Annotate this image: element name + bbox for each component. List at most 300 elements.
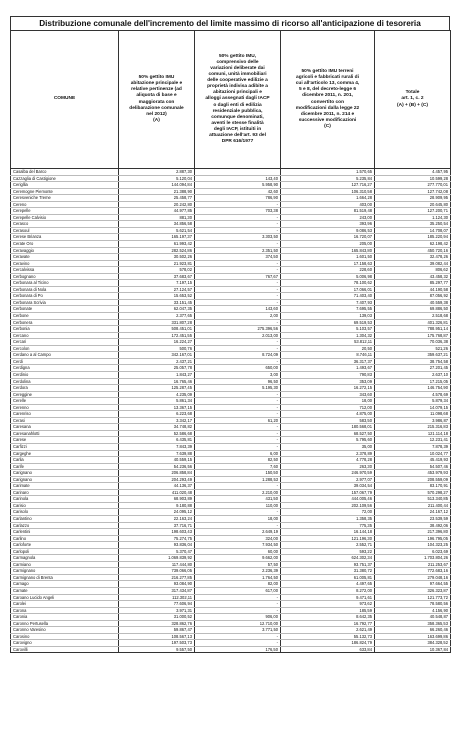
cell-totale: 38.492,06 — [375, 522, 451, 529]
cell-imu-cooperative: - — [195, 260, 281, 267]
cell-comune: Cerate Oro — [11, 241, 119, 248]
cell-imu-terreni: 35,00 — [281, 443, 375, 450]
cell-comune: Cerbonara al Ticino — [11, 280, 119, 287]
cell-totale: 7.878,39 — [375, 443, 451, 450]
header-line: o dagli enti di edilizia — [213, 102, 262, 108]
cell-comune: Cerasco — [11, 221, 119, 228]
cell-imu-abitazione: 198.603,43 — [119, 529, 195, 536]
cell-comune: Cerelle — [11, 398, 119, 405]
cell-imu-cooperative: 275.396,56 — [195, 326, 281, 333]
cell-imu-abitazione: 108.567,13 — [119, 633, 195, 640]
cell-comune: Cerdigna — [11, 365, 119, 372]
cell-imu-abitazione: 342.167,01 — [119, 352, 195, 359]
cell-imu-cooperative: 767,67 — [195, 273, 281, 280]
cell-totale: 12.231,41 — [375, 437, 451, 444]
cell-imu-cooperative: - — [195, 640, 281, 647]
cell-imu-cooperative: 5.195,30 — [195, 385, 281, 392]
cell-imu-abitazione: 578,02 — [119, 267, 195, 274]
cell-imu-terreni: 2.621,49 — [281, 627, 375, 634]
cell-imu-terreni: 205,00 — [281, 241, 375, 248]
cell-comune: Cercano — [11, 332, 119, 339]
cell-imu-cooperative: - — [195, 221, 281, 228]
header-line: dicembre 2011, n. 214 e — [300, 111, 355, 117]
cell-imu-abitazione: 1.069.839,92 — [119, 555, 195, 562]
cell-totale: 24.167,12 — [375, 509, 451, 516]
cell-comune: Cerigllia — [11, 182, 119, 189]
cell-imu-cooperative: 61,20 — [195, 417, 281, 424]
cell-imu-terreni: 20,50 — [281, 345, 375, 352]
cell-imu-cooperative: 18,00 — [195, 515, 281, 522]
cell-comune: Carloforte — [11, 542, 119, 549]
cell-imu-cooperative: - — [195, 443, 281, 450]
cell-totale: 20.645,80 — [375, 201, 451, 208]
cell-imu-terreni: 55.132,73 — [281, 633, 375, 640]
cell-imu-abitazione: 16.765,46 — [119, 378, 195, 385]
cell-totale: 69.886,50 — [375, 306, 451, 313]
header-line: comprensivo delle — [216, 59, 259, 65]
cell-totale: 146.754,90 — [375, 385, 451, 392]
cell-imu-cooperative: 3,00 — [195, 371, 281, 378]
cell-imu-terreni: 2.378,89 — [281, 450, 375, 457]
header-imu-abitazione-principale — [119, 31, 195, 169]
cell-comune: Cerese Brianza — [11, 234, 119, 241]
cell-imu-abitazione: 59.867,47 — [119, 627, 195, 634]
cell-comune: Cerbonara di Nola — [11, 286, 119, 293]
cell-imu-terreni: 1.358,35 — [281, 515, 375, 522]
cell-totale: 39.082,44 — [375, 260, 451, 267]
cell-totale: 85.297,77 — [375, 280, 451, 287]
cell-totale: 175.768,87 — [375, 332, 451, 339]
distribution-table — [10, 30, 451, 653]
cell-totale: 5.879,34 — [375, 398, 451, 405]
cell-totale: 32.478,26 — [375, 254, 451, 261]
cell-imu-abitazione: 54.236,56 — [119, 463, 195, 470]
cell-imu-abitazione: 25.057,78 — [119, 365, 195, 372]
cell-totale: 358.365,53 — [375, 620, 451, 627]
cell-imu-terreni: 180.568,01 — [281, 424, 375, 431]
cell-imu-abitazione: 61.993,42 — [119, 241, 195, 248]
cell-imu-terreni: 263,30 — [281, 463, 375, 470]
cell-imu-abitazione: 172.451,55 — [119, 332, 195, 339]
cell-imu-cooperative: 2.649,19 — [195, 529, 281, 536]
cell-comune: Cercalvissa — [11, 267, 119, 274]
cell-imu-terreni: 8.272,00 — [281, 588, 375, 595]
cell-totale: 208.559,09 — [375, 476, 451, 483]
cell-imu-abitazione: 22.163,24 — [119, 515, 195, 522]
table-row — [11, 646, 451, 653]
cell-totale: 127.742,08 — [375, 188, 451, 195]
cell-imu-cooperative: - — [195, 594, 281, 601]
cell-imu-cooperative: 176,50 — [195, 646, 281, 653]
header-line: proprietà indivisa adibite a — [207, 84, 268, 90]
cell-comune: Carosino — [11, 633, 119, 640]
cell-imu-abitazione: 881,30 — [119, 214, 195, 221]
cell-totale: 277.770,01 — [375, 182, 451, 189]
cell-imu-abitazione: 331.807,28 — [119, 319, 195, 326]
header-line: Totale — [405, 90, 420, 96]
cell-totale: 401.326,81 — [375, 319, 451, 326]
cell-imu-cooperative: 3.303,50 — [195, 234, 281, 241]
header-line: attuazione dell'art. 93 del — [209, 133, 266, 139]
cell-totale: 44.190,58 — [375, 286, 451, 293]
cell-comune: Carlino — [11, 535, 119, 542]
cell-imu-cooperative: 1.764,50 — [195, 574, 281, 581]
cell-comune: Carignano — [11, 470, 119, 477]
cell-imu-cooperative: 57,50 — [195, 561, 281, 568]
cell-imu-cooperative: 324,00 — [195, 535, 281, 542]
cell-imu-cooperative: - — [195, 319, 281, 326]
cell-imu-cooperative: - — [195, 633, 281, 640]
cell-imu-terreni: 16.272,15 — [281, 385, 375, 392]
header-line: cui all'articolo 13, comma 4, — [295, 81, 360, 87]
cell-imu-cooperative: - — [195, 424, 281, 431]
cell-totale: 35.250,54 — [375, 221, 451, 228]
cell-imu-abitazione: 31.000,52 — [119, 614, 195, 621]
cell-imu-terreni: 18,00 — [281, 398, 375, 405]
cell-comune: Ceravate — [11, 254, 119, 261]
cell-imu-abitazione: 20.242,80 — [119, 201, 195, 208]
cell-imu-abitazione: 144.094,84 — [119, 182, 195, 189]
cell-totale: 806,62 — [375, 267, 451, 274]
cell-comune: Carignano — [11, 476, 119, 483]
header-line: modificazioni dalla legge 22 — [295, 105, 360, 111]
cell-imu-abitazione: 165.197,37 — [119, 234, 195, 241]
cell-imu-abitazione: 77.606,94 — [119, 601, 195, 608]
cell-totale: 23.539,59 — [375, 515, 451, 522]
cell-imu-terreni: 106.310,58 — [281, 188, 375, 195]
header-imu-cooperative-iacp — [195, 31, 281, 169]
cell-imu-terreni: 16.720,07 — [281, 234, 375, 241]
cell-imu-abitazione: 93.084,90 — [119, 581, 195, 588]
cell-comune: Cerepelle Calvisio — [11, 214, 119, 221]
cell-imu-terreni: 121.196,30 — [281, 535, 375, 542]
cell-comune: Cerepelle — [11, 208, 119, 215]
cell-comune: Carimate — [11, 483, 119, 490]
cell-imu-cooperative: - — [195, 299, 281, 306]
cell-imu-cooperative: 9.662,00 — [195, 555, 281, 562]
cell-imu-terreni: 36.317,37 — [281, 358, 375, 365]
cell-totale: 163.699,86 — [375, 633, 451, 640]
cell-comune: Cerenno — [11, 404, 119, 411]
cell-imu-terreni: 157.067,79 — [281, 489, 375, 496]
cell-totale: 4.457,95 — [375, 169, 451, 176]
cell-imu-abitazione: 411.020,48 — [119, 489, 195, 496]
cell-totale: 40.559,38 — [375, 299, 451, 306]
cell-imu-cooperative: - — [195, 201, 281, 208]
cell-imu-abitazione: 40.559,15 — [119, 457, 195, 464]
cell-imu-cooperative: - — [195, 214, 281, 221]
cell-imu-cooperative: - — [195, 430, 281, 437]
cell-comune: Carmiano — [11, 561, 119, 568]
cell-imu-abitazione: 112.302,11 — [119, 594, 195, 601]
cell-imu-abitazione: 25.458,77 — [119, 195, 195, 202]
cell-imu-cooperative: 2.013,00 — [195, 332, 281, 339]
cell-imu-terreni: 444.005,46 — [281, 496, 375, 503]
cell-totale: 1.703.804,26 — [375, 555, 451, 562]
cell-comune: Ceremogne Piemonte — [11, 188, 119, 195]
cell-imu-abitazione: 216.277,85 — [119, 574, 195, 581]
cell-imu-terreni: 17.066,01 — [281, 286, 375, 293]
cell-comune: Caronno Pertusella — [11, 620, 119, 627]
cell-imu-terreni: 39.034,54 — [281, 483, 375, 490]
cell-imu-abitazione: 328.862,76 — [119, 620, 195, 627]
cell-imu-terreni: 1.664,28 — [281, 195, 375, 202]
cell-imu-cooperative: 906,00 — [195, 614, 281, 621]
header-line: DPR 616/1977 — [221, 139, 254, 145]
cell-imu-cooperative: 143,60 — [195, 306, 281, 313]
cell-imu-cooperative: 12.710,00 — [195, 620, 281, 627]
cell-comune: Cerasi — [11, 417, 119, 424]
cell-totale: 450.720,16 — [375, 247, 451, 254]
cell-totale: 2.518,68 — [375, 313, 451, 320]
cell-imu-cooperative: - — [195, 522, 281, 529]
cell-imu-terreni: 31.380,72 — [281, 568, 375, 575]
cell-imu-abitazione: 5.120,04 — [119, 175, 195, 182]
cell-totale: 772.683,16 — [375, 568, 451, 575]
cell-imu-terreni: 343,60 — [281, 391, 375, 398]
cell-imu-terreni: 71.403,40 — [281, 293, 375, 300]
header-line: dicembre 2011, n. 201, — [302, 93, 353, 99]
cell-imu-abitazione: 500,76 — [119, 345, 195, 352]
cell-totale: 384.328,52 — [375, 640, 451, 647]
cell-imu-cooperative: 150,50 — [195, 470, 281, 477]
cell-imu-abitazione: 16.224,27 — [119, 339, 195, 346]
cell-comune: Cercari — [11, 339, 119, 346]
cell-comune: Cerbonera — [11, 319, 119, 326]
cell-imu-abitazione: 6.223,68 — [119, 411, 195, 418]
cell-imu-cooperative: 617,00 — [195, 588, 281, 595]
cell-imu-cooperative: - — [195, 286, 281, 293]
cell-totale: 4.156,90 — [375, 607, 451, 614]
cell-comune: Carinola — [11, 496, 119, 503]
cell-imu-terreni: 8.746,11 — [281, 352, 375, 359]
cell-imu-terreni: 165.843,80 — [281, 247, 375, 254]
cell-imu-terreni: 7.407,93 — [281, 299, 375, 306]
cell-imu-cooperative: 7.934,50 — [195, 542, 281, 549]
cell-imu-cooperative: 431,50 — [195, 496, 281, 503]
cell-comune: Carolei — [11, 601, 119, 608]
header-line: convertito con — [310, 99, 345, 105]
cell-imu-abitazione: 7.843,39 — [119, 443, 195, 450]
cell-imu-abitazione: 206.858,84 — [119, 470, 195, 477]
cell-comune: Carlentini — [11, 529, 119, 536]
cell-imu-terreni: 4.497,65 — [281, 581, 375, 588]
cell-totale: 70.036,38 — [375, 339, 451, 346]
cell-imu-abitazione: 37.683,67 — [119, 273, 195, 280]
header-line: nel 2012) — [146, 111, 167, 117]
cell-totale: 788.951,14 — [375, 326, 451, 333]
cell-comune: Carovigno — [11, 640, 119, 647]
cell-comune: Cerbonia — [11, 326, 119, 333]
cell-imu-cooperative: - — [195, 437, 281, 444]
cell-totale: 211.400,44 — [375, 502, 451, 509]
cell-imu-cooperative: 143,40 — [195, 175, 281, 182]
cell-totale: 28.909,95 — [375, 195, 451, 202]
cell-imu-abitazione: 5.621,54 — [119, 227, 195, 234]
cell-totale: 513.340,85 — [375, 496, 451, 503]
cell-imu-abitazione: 52.586,68 — [119, 430, 195, 437]
cell-imu-terreni: 186.824,79 — [281, 640, 375, 647]
cell-imu-terreni: 1.493,67 — [281, 365, 375, 372]
cell-imu-cooperative: 110,00 — [195, 502, 281, 509]
cell-totale: 54.507,46 — [375, 463, 451, 470]
cell-comune: Cerasoul — [11, 227, 119, 234]
cell-imu-abitazione: 197.503,73 — [119, 640, 195, 647]
cell-imu-terreni: 93.751,37 — [281, 561, 375, 568]
cell-imu-cooperative: - — [195, 483, 281, 490]
cell-imu-terreni: 2.977,07 — [281, 476, 375, 483]
header-line: relative pertinenze (ad — [131, 87, 182, 93]
cell-comune: Cerbonara di Po — [11, 293, 119, 300]
cell-imu-abitazione: 3.971,31 — [119, 607, 195, 614]
cell-comune: Caroano Lucido Angeli — [11, 594, 119, 601]
cell-comune: Caresanahlotti — [11, 430, 119, 437]
cell-imu-terreni: 72,00 — [281, 509, 375, 516]
cell-imu-terreni: 5.235,84 — [281, 175, 375, 182]
header-line: alloggi assegnati dagli IACP — [205, 96, 270, 102]
header-line: 50% gettito IMU, — [218, 53, 257, 59]
cell-imu-terreni: 973,62 — [281, 601, 375, 608]
cell-imu-cooperative: - — [195, 391, 281, 398]
cell-imu-terreni: 8.642,35 — [281, 614, 375, 621]
cell-totale: 359.637,21 — [375, 352, 451, 359]
cell-imu-abitazione: 30.502,26 — [119, 254, 195, 261]
cell-comune: Carlia — [11, 457, 119, 464]
cell-imu-terreni: 139,03 — [281, 313, 375, 320]
cell-comune: Carlantino — [11, 515, 119, 522]
cell-imu-abitazione: 317.434,87 — [119, 588, 195, 595]
document-title: Distribuzione comunale dell'incremento del limite massimo di ricorso all'anticipazione di tesoreria — [10, 16, 450, 30]
cell-imu-abitazione: 9.557,50 — [119, 646, 195, 653]
cell-imu-cooperative: - — [195, 601, 281, 608]
cell-totale: 121.114,18 — [375, 430, 451, 437]
cell-totale: 211.253,67 — [375, 561, 451, 568]
cell-imu-terreni: 202.109,56 — [281, 502, 375, 509]
cell-comune: Cereno — [11, 201, 119, 208]
cell-comune: Carese — [11, 437, 119, 444]
cell-comune: Carinaro — [11, 489, 119, 496]
cell-totale: 217.396,80 — [375, 529, 451, 536]
cell-imu-abitazione: 508.451,01 — [119, 326, 195, 333]
cell-imu-terreni: 9.471,61 — [281, 594, 375, 601]
cell-comune: Carovilli — [11, 646, 119, 653]
cell-imu-abitazione: 9.180,88 — [119, 502, 195, 509]
header-line: comuni, unità immobiliari — [208, 71, 267, 77]
cell-comune: Carfizzi — [11, 443, 119, 450]
cell-imu-cooperative: 60,00 — [195, 548, 281, 555]
cell-imu-abitazione: 33.151,45 — [119, 299, 195, 306]
header-row — [11, 31, 451, 169]
cell-imu-terreni: 1.304,32 — [281, 332, 375, 339]
cell-comune: Carnate — [11, 588, 119, 595]
cell-imu-abitazione: 117.444,80 — [119, 561, 195, 568]
cell-comune: Carenriso — [11, 411, 119, 418]
cell-imu-terreni: 16.144,18 — [281, 529, 375, 536]
cell-imu-cooperative: 650,00 — [195, 365, 281, 372]
cell-imu-terreni: 624.302,34 — [281, 555, 375, 562]
cell-totale: 45.419,93 — [375, 457, 451, 464]
cell-imu-abitazione: 21.388,90 — [119, 188, 195, 195]
cell-imu-abitazione: 34.856,58 — [119, 221, 195, 228]
header-line: (A) + (B) + (C) — [397, 102, 428, 108]
cell-imu-terreni: 775,35 — [281, 522, 375, 529]
cell-imu-terreni: 17.158,63 — [281, 260, 375, 267]
cell-totale: 87.056,92 — [375, 293, 451, 300]
cell-comune: Cerbognano — [11, 273, 119, 280]
cell-totale: 121.773,72 — [375, 594, 451, 601]
cell-totale: 10.024,77 — [375, 450, 451, 457]
header-line: (A) — [153, 117, 160, 123]
cell-totale: 570.298,27 — [375, 489, 451, 496]
cell-imu-cooperative: 96,50 — [195, 378, 281, 385]
cell-comune: Cazzaglia di Castigione — [11, 175, 119, 182]
cell-imu-cooperative: - — [195, 339, 281, 346]
header-line: 5 e 8, del decreto-legge 6 — [298, 87, 357, 93]
cell-comune: Carlopoli — [11, 548, 119, 555]
cell-comune: Casalba del Barco — [11, 169, 119, 176]
cell-totale: 17.215,05 — [375, 378, 451, 385]
cell-imu-terreni: 1.570,65 — [281, 169, 375, 176]
header-line: aliquota di base e — [136, 93, 177, 99]
cell-imu-abitazione: 75.274,75 — [119, 535, 195, 542]
cell-imu-terreni: 9.086,53 — [281, 227, 375, 234]
cell-comune: Cargeghe — [11, 450, 119, 457]
cell-imu-cooperative: - — [195, 267, 281, 274]
cell-imu-abitazione: 24.095,12 — [119, 509, 195, 516]
cell-imu-terreni: 2.552,71 — [281, 542, 375, 549]
header-line: 50% gettito IMU — [138, 75, 175, 80]
cell-totale: 38.754,58 — [375, 358, 451, 365]
cell-imu-terreni: 81.519,48 — [281, 208, 375, 215]
cell-imu-cooperative: - — [195, 398, 281, 405]
cell-imu-terreni: 4.875,00 — [281, 411, 375, 418]
cell-imu-terreni: 7.695,55 — [281, 306, 375, 313]
cell-totale: 196.795,05 — [375, 535, 451, 542]
cell-comune: Cerdinio — [11, 371, 119, 378]
cell-imu-cooperative: 2.236,39 — [195, 568, 281, 575]
cell-totale: 104.323,25 — [375, 542, 451, 549]
cell-imu-abitazione: 27.124,57 — [119, 286, 195, 293]
cell-imu-abitazione: 7.639,88 — [119, 450, 195, 457]
header-line: degli IACP, istituiti in — [213, 127, 262, 133]
cell-comune: Carmignano — [11, 568, 119, 575]
cell-comune: Cerdano a al Campo — [11, 352, 119, 359]
cell-imu-abitazione: 1.843,27 — [119, 371, 195, 378]
cell-imu-cooperative: - — [195, 345, 281, 352]
cell-totale: 83.170,91 — [375, 483, 451, 490]
cell-comune: Carisio — [11, 502, 119, 509]
cell-imu-terreni: 1.601,50 — [281, 254, 375, 261]
cell-imu-terreni: 5.006,98 — [281, 273, 375, 280]
cell-imu-cooperative: - — [195, 227, 281, 234]
cell-imu-terreni: 593,22 — [281, 548, 375, 555]
cell-totale: 66.260,46 — [375, 627, 451, 634]
header-imu-terreni-agricoli — [281, 31, 375, 169]
cell-imu-terreni: 5.795,60 — [281, 437, 375, 444]
cell-imu-terreni: 633,84 — [281, 646, 375, 653]
cell-comune: Carmagnola — [11, 555, 119, 562]
cell-totale: 3.986,87 — [375, 417, 451, 424]
cell-totale: 6.023,69 — [375, 548, 451, 555]
cell-comune: Cerbonara Scrivia — [11, 299, 119, 306]
cell-comune: Cerdi — [11, 358, 119, 365]
cell-totale: 11.098,68 — [375, 411, 451, 418]
cell-comune: Carlazzo — [11, 522, 119, 529]
cell-imu-cooperative: - — [195, 509, 281, 516]
cell-imu-cooperative: 2,00 — [195, 313, 281, 320]
cell-imu-abitazione: 739.066,05 — [119, 568, 195, 575]
cell-imu-cooperative: - — [195, 404, 281, 411]
